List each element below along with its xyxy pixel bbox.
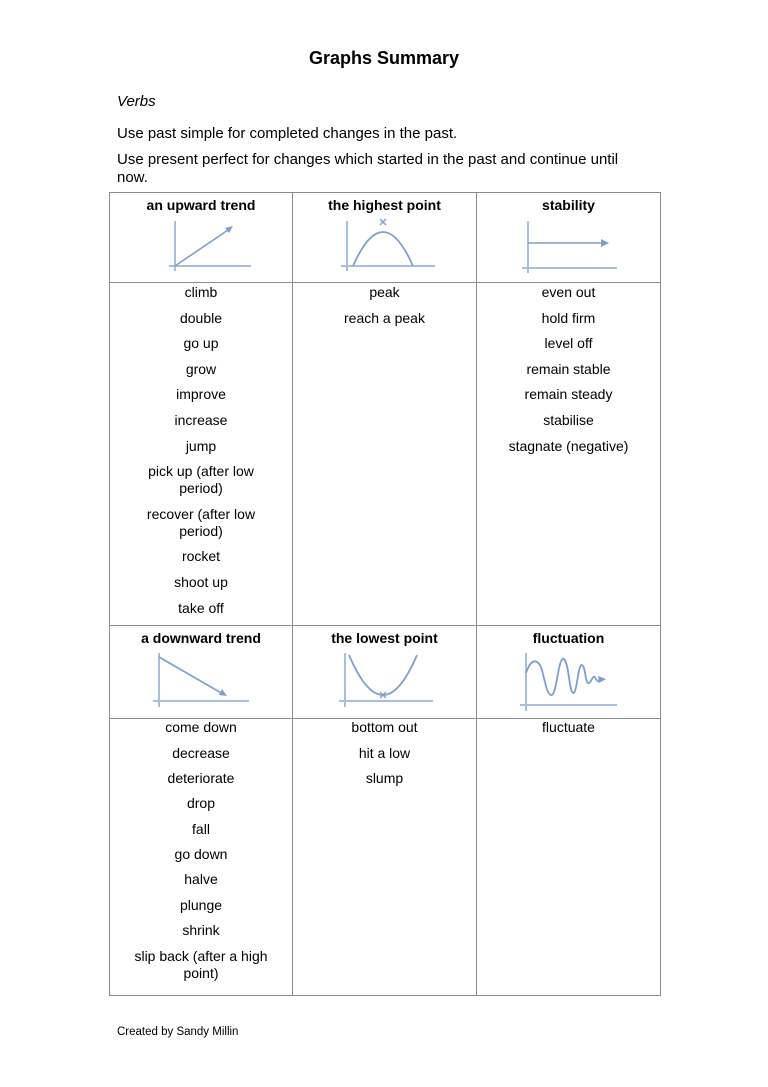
word-list-cell xyxy=(293,283,477,626)
verb-item: go up xyxy=(183,335,219,352)
verb-list-lowest xyxy=(293,719,476,787)
word-list-cell xyxy=(293,719,477,996)
intro-line: Use present perfect for changes which started in the past and continue until now. xyxy=(117,151,619,186)
category-cell xyxy=(293,193,477,283)
category-heading: a downward trend xyxy=(141,630,261,647)
verb-item: peak xyxy=(369,284,400,300)
category-cell xyxy=(110,626,293,719)
fluctuation-graph-icon xyxy=(517,649,621,715)
category-cell xyxy=(477,193,661,283)
word-list-cell xyxy=(477,283,661,626)
intro-line: Use past simple for completed changes in the past. xyxy=(117,125,458,142)
category-cell xyxy=(477,626,661,719)
verb-item: slip back (after a high point) xyxy=(134,947,268,981)
page-title: Graphs Summary xyxy=(308,48,460,68)
verb-item: fluctuate xyxy=(542,719,595,736)
stability-graph-icon xyxy=(517,216,621,278)
verb-item: come down xyxy=(165,719,237,736)
verb-item: go down xyxy=(174,846,228,863)
verb-list-highest xyxy=(293,284,476,327)
downward-trend-graph-icon xyxy=(149,649,253,715)
verb-item: recover (after low period) xyxy=(146,505,256,539)
verb-list-upward xyxy=(110,284,292,617)
verb-item: shoot up xyxy=(174,573,228,590)
verb-item: remain stable xyxy=(526,360,611,377)
verb-item: plunge xyxy=(179,896,223,913)
verb-item: shrink xyxy=(182,922,220,939)
verb-item: hold firm xyxy=(541,309,596,326)
verb-item: double xyxy=(179,309,223,326)
category-heading: fluctuation xyxy=(532,630,605,647)
peak-graph-icon xyxy=(333,216,437,278)
verb-item: improve xyxy=(176,386,226,403)
word-list-cell xyxy=(110,283,293,626)
verb-item: halve xyxy=(184,871,218,888)
verb-item: increase xyxy=(174,411,228,428)
category-heading: an upward trend xyxy=(146,197,256,213)
verb-item: jump xyxy=(185,437,217,454)
verb-item: take off xyxy=(178,599,224,616)
verb-list-stability xyxy=(477,284,660,455)
verb-list-fluctuation xyxy=(477,719,660,736)
verb-item: rocket xyxy=(181,548,221,565)
verb-item: fall xyxy=(192,820,210,837)
verb-item: stagnate (negative) xyxy=(508,437,629,454)
word-list-cell xyxy=(477,719,661,996)
graph-vocabulary-table xyxy=(109,192,661,996)
verb-item: remain steady xyxy=(524,386,613,403)
category-heading: stability xyxy=(542,197,595,213)
verb-item: reach a peak xyxy=(344,309,425,326)
verb-item: level off xyxy=(544,335,593,352)
section-label: Verbs xyxy=(117,93,156,110)
upward-trend-graph-icon xyxy=(149,216,253,278)
verb-item: even out xyxy=(541,284,596,300)
verb-item: drop xyxy=(186,795,216,812)
verb-item: bottom out xyxy=(351,719,418,736)
verb-item: hit a low xyxy=(358,744,411,761)
verb-item: decrease xyxy=(172,744,230,761)
category-cell xyxy=(293,626,477,719)
category-heading: the lowest point xyxy=(331,630,438,647)
word-list-cell xyxy=(110,719,293,996)
verb-item: slump xyxy=(365,769,404,786)
verb-list-downward xyxy=(110,719,292,982)
verb-item: stabilise xyxy=(543,411,594,428)
verb-item: deteriorate xyxy=(167,769,235,786)
verb-item: climb xyxy=(184,284,218,300)
footer-credit: Created by Sandy Millin xyxy=(117,1026,239,1038)
category-cell xyxy=(110,193,293,283)
verb-item: grow xyxy=(185,360,217,377)
verb-item: pick up (after low period) xyxy=(148,463,254,497)
category-heading: the highest point xyxy=(328,197,441,213)
trough-graph-icon xyxy=(333,649,437,715)
